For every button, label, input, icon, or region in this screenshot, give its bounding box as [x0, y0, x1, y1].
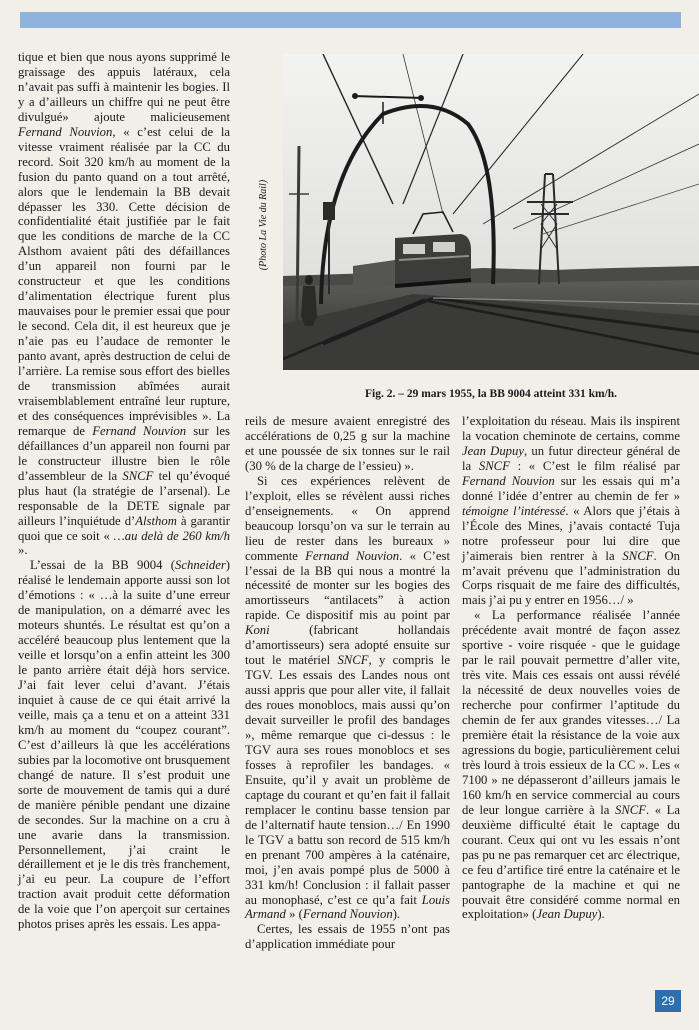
text-run: ). — [392, 907, 401, 922]
italic-text-run: …au delà de 260 km/h — [113, 528, 230, 543]
text-run: Certes, les essais de 1955 n’ont pas d’application immédiate pour — [245, 922, 450, 952]
text-column-left — [18, 50, 230, 932]
text-run: Si ces expériences relèvent de l’exploit, elles se révèlent aussi riches d’enseignements. « On apprend beaucoup lorsqu’on va sur le terrain au lieu de rester dans les bureaux » commente — [245, 473, 450, 563]
paragraph — [18, 558, 230, 932]
text-column-right — [462, 414, 680, 922]
text-run: . « Alors que j’étais à l’École des Mines, j’avais contacté Tuja notre professeur pour lui dire que j’aimerais bien rentrer à la — [462, 503, 680, 563]
italic-text-run: Alsthom — [135, 513, 177, 528]
paragraph — [462, 608, 680, 922]
header-color-bar — [20, 12, 681, 28]
text-run: tique et bien que nous ayons supprimé le graissage des appuis latéraux, cela n’avait pas suffi à maintenir les bogies. Il y a d’ailleurs un chiffre qui ne peut être divulgué» ajoute malicieusement — [18, 50, 230, 124]
italic-text-run: SNCF — [622, 548, 654, 563]
paragraph — [462, 414, 680, 608]
photo-bb9004-record-run — [283, 54, 699, 370]
italic-text-run: SNCF — [122, 468, 154, 483]
text-run: reils de mesure avaient enregistré des accélérations de 0,25 g sur la machine et une poussée de six tonnes sur le rail (30 % de la charge de l’essieu) ». — [245, 414, 450, 473]
text-run: ) réalisé le lendemain apporte aussi son lot d’émotions : « …à la suite d’une erreur de manipulation, on a démarré avec les moteurs shuntés. Le résultat est qu’on a accéléré beaucoup plus lentement que la veille et lorsqu’on a enfin atteint les 300 le panto arrière était déjà hors service. J’ai fait lever celui d’avant. J’étais inquiet à cause de ce qui était arrivé la veille, mais ça a tenu et on a atteint 331 km/h au moment du “coupez courant”. C’est d’ailleurs là que les accélérations subies par la locomotive ont brusquement changé de nature. Il s’est produit une sorte de mouvement de tamis qui a duré de manière pénible pendant une dizaine de secondes. Sur la machine on a cru à une avarie dans la transmission. Personnellement, j’ai craint le déraillement et je le dis très franchement, j’ai eu peur. La coupure de l’effort traction avait produit cette déformation de la voie que l’on aperçoit sur certaines photos prises après les essais. Les appa- — [18, 558, 230, 932]
italic-text-run: Fernand Nouvion — [305, 548, 400, 563]
text-run: , un futur directeur général de la — [462, 443, 680, 473]
text-run: sur les essais qui m’a donné l’idée d’entrer au chemin de fer » — [462, 473, 680, 503]
paragraph — [245, 922, 450, 952]
italic-text-run: SNCF — [614, 802, 647, 817]
text-run: : « C’est le film réalisé par — [509, 458, 680, 473]
text-run: . « La deuxième difficulté était le captage du courant. Ceux qui ont vu les essais n’ont pas pu ne pas remarquer cet arc électrique, ce feu d’artifice tiré entre la caténaire et le pantographe de la machine et qui ne pouvait être considéré comme normal en exploitation» ( — [462, 802, 680, 922]
italic-text-run: Louis Armand — [245, 892, 450, 922]
text-run: « La performance réalisée l’année précédente avait montré de façon assez sportive - voire risquée - que le guidage par le rail pouvait permettre d’aller vite, très vite. Mais ces essais ont aussi révélé la nécessité de deux nouvelles voies de recherche pour confirmer l’aptitude du chemin de fer aux grandes vitesses…/ La première était la résistance de la voie aux agressions du bogie, particulièrement celui très lourd à trois essieux de la CC ». Les « 7100 » ne dépasseront d’ailleurs jamais le 160 km/h en service commercial au cours de leur longue carrière à la — [462, 608, 680, 817]
text-run: sur les défaillances d’un appareil non fourni par le constructeur illustre bien le rôle d’assembleur de la — [18, 423, 230, 483]
italic-text-run: témoigne l’intéressé — [462, 503, 566, 518]
italic-text-run: SNCF — [337, 653, 369, 668]
text-run: (fabricant hollandais d’amortisseurs) sera adopté ensuite sur tout le matériel — [245, 623, 450, 668]
italic-text-run: Jean Dupuy — [462, 443, 524, 458]
paragraph — [18, 50, 230, 558]
text-run: L’essai de la BB 9004 ( — [30, 558, 176, 573]
text-run: à garantir quoi que ce soit « — [18, 513, 230, 543]
text-column-middle — [245, 414, 450, 952]
text-run: , « c’est celui de la vitesse vraiment réalisée par la CC du record. Soit 320 km/h au moment de la fusion du panto quand on a tout arrêté, alors que le lendemain la BB devait dépasser les 330. Cette décision de confidentialité était justifiée par le fait que les conditions de marche de la CC Alsthom avaient pâti des défaillances d’un appareil non fourni par le constructeur et que les conditions d’alimentation électrique furent plus mauvaises pour le premier essai que pour le second. Cela dit, il est heureux que je n’aie pas eu l’audace de remonter le panto avant, après destruction de celui de l’arrière. La remise sous effort des bielles de transmission abîmées aurait vraisemblablement entraîné leur rupture, et des conséquences imprévisibles ». La remarque de — [18, 124, 230, 438]
text-run: ). — [597, 907, 605, 922]
paragraph — [245, 474, 450, 923]
text-run: » ( — [285, 907, 303, 922]
italic-text-run: SNCF — [478, 458, 510, 473]
text-run: l’exploitation du réseau. Mais ils inspirent la vocation cheminote de certains, comme — [462, 414, 680, 443]
photo-credit: (Photo La Vie du Rail) — [258, 179, 269, 271]
text-run: , y compris le TGV. Les essais des Landes nous ont aussi appris que pour aller vite, il fallait des roues monoblocs, mais aussi qu’on devait surveiller le profil des bandages », même remarque que ci-dessus : le TGV aura ses roues monoblocs et ses fosses à reprofiler les bandages. « Ensuite, qu’il y avait un problème de captage du courant et qu’en fait il fallait remplacer le continu basse tension par de l’alternatif haute tension…/ En 1990 le TGV a battu son record de 515 km/h en prenant 700 ampères à la caténaire, moi, j’en avais pompé plus de 5000 à 331 km/h! Conclusion : il fallait passer au monophasé, c’est ce qu’a fait — [245, 653, 450, 907]
italic-text-run: Fernand Nouvion — [18, 124, 113, 139]
text-run: . « C’est l’essai de la BB qui nous a montré la nécessité de monter sur les bogies des amortisseurs “antilacets” à action rapide. Ce dispositif mis au point par — [245, 548, 450, 623]
page-number: 29 — [655, 990, 681, 1012]
figure-caption: Fig. 2. – 29 mars 1955, la BB 9004 atteint 331 km/h. — [364, 388, 618, 400]
italic-text-run: Jean Dupuy — [536, 907, 598, 922]
text-run: . On m’avait prévenu que l’administration du Corps risquait de me faire des difficultés, mais j’ai pu y entrer en 1956…/ » — [462, 548, 680, 608]
italic-text-run: Schneider — [175, 558, 226, 573]
italic-text-run: Koni — [245, 623, 270, 638]
text-run: ». — [18, 543, 28, 558]
text-run: tel qu’évoqué plus haut (la stratégie de l’arsenal). Le responsable de la DETE signale par ailleurs l’inquiétude d’ — [18, 468, 231, 528]
photo-image — [283, 54, 699, 370]
italic-text-run: Fernand Nouvion — [92, 423, 187, 438]
italic-text-run: Fernand Nouvion — [462, 473, 555, 488]
italic-text-run: Fernand Nouvion — [302, 907, 393, 922]
paragraph — [245, 414, 450, 474]
